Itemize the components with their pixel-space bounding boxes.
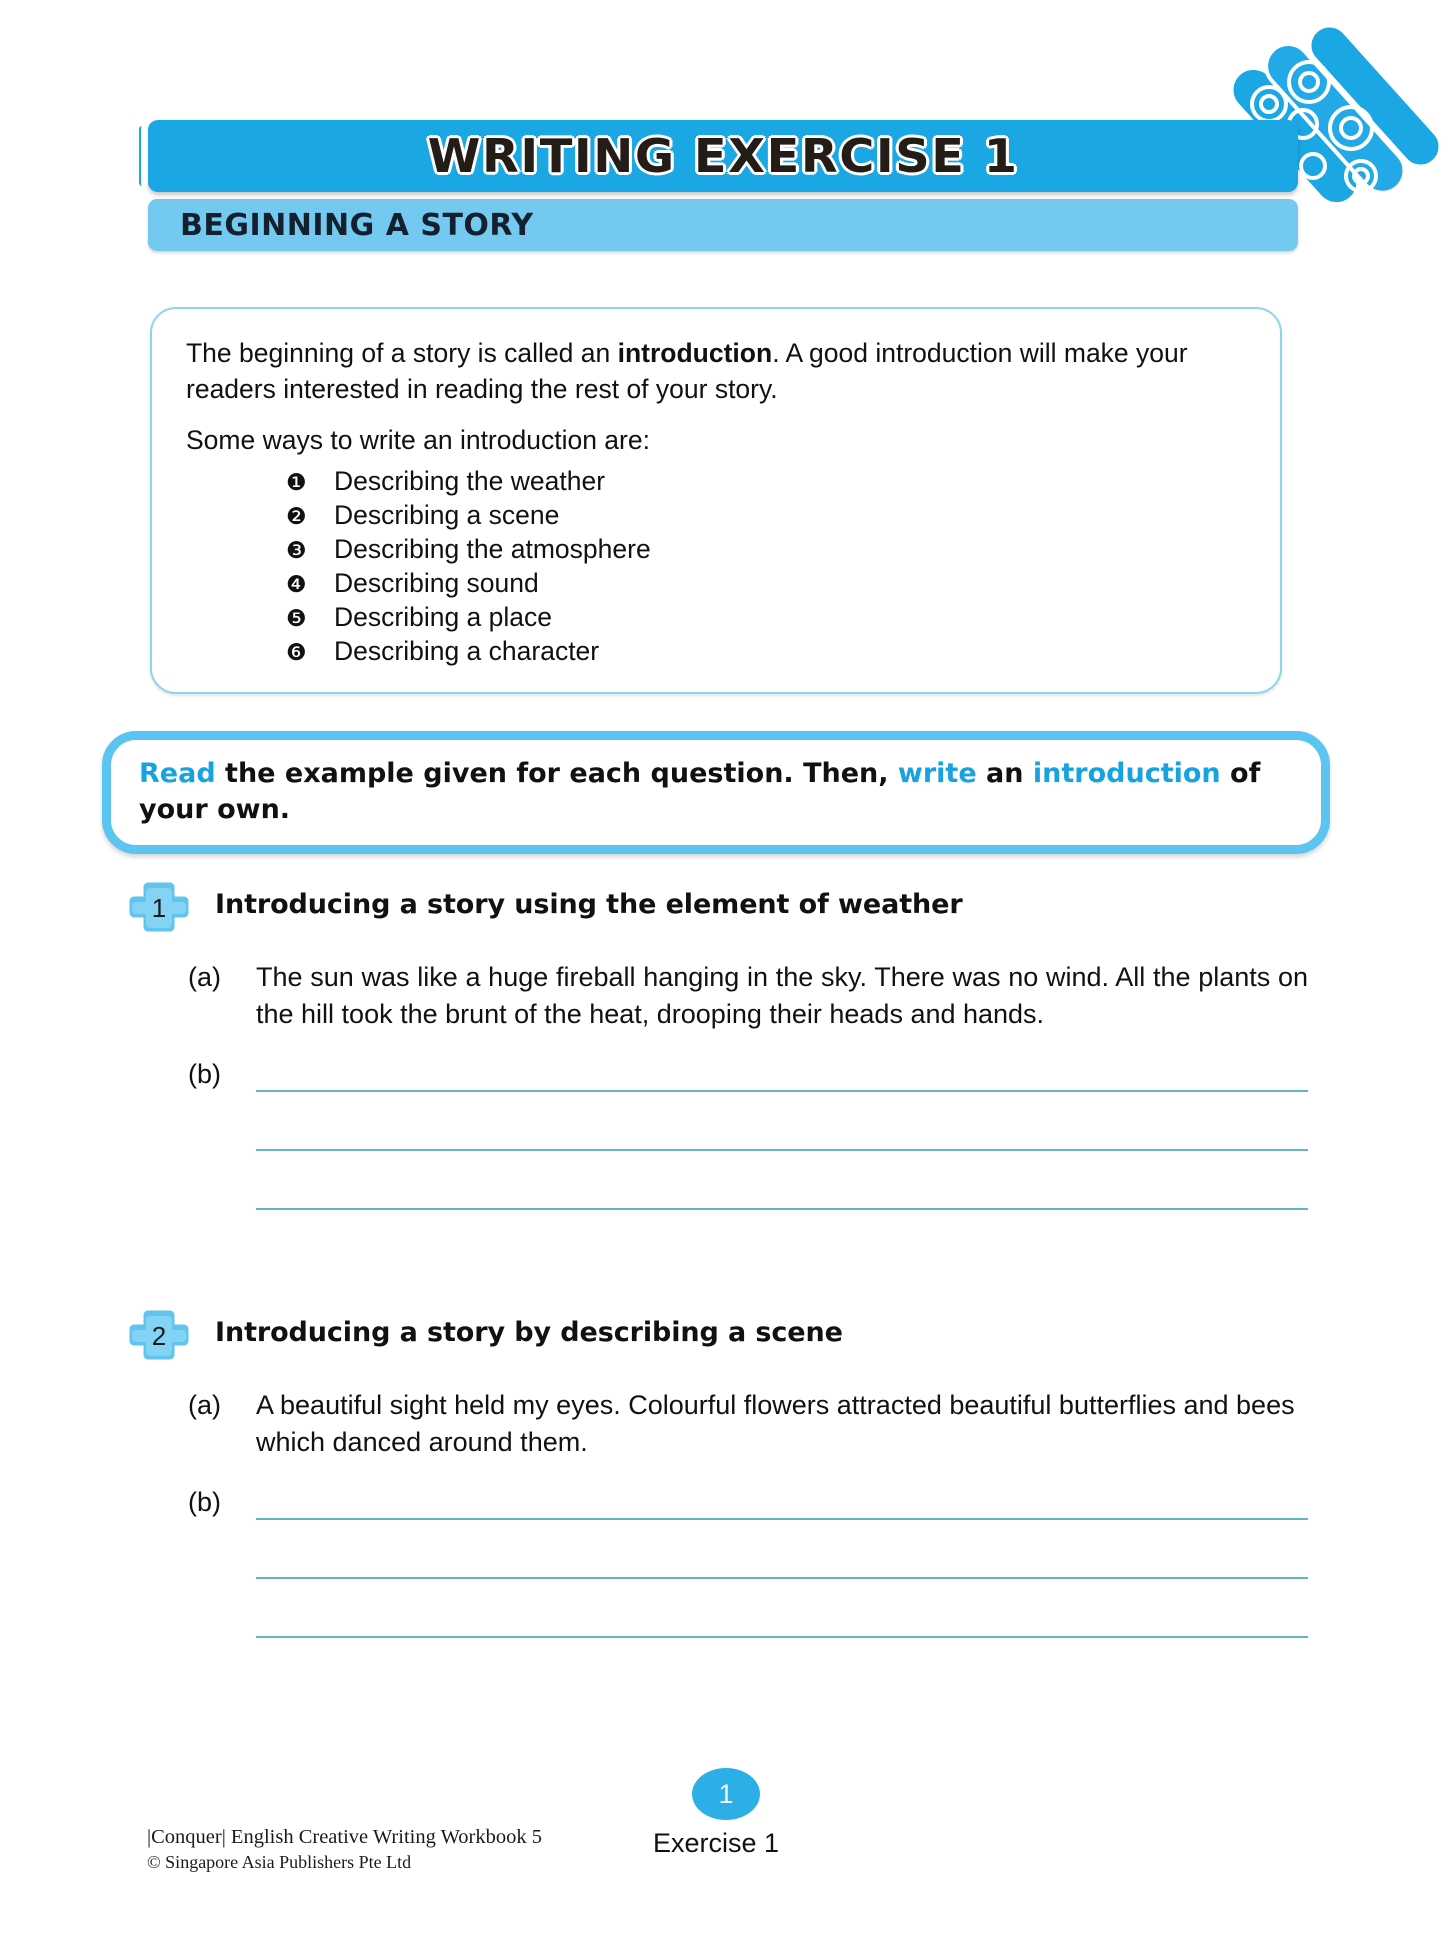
page-subtitle: BEGINNING A STORY [180, 207, 534, 243]
list-item [286, 534, 1246, 565]
instruction-seg-6: of your own. [139, 758, 1261, 825]
list-label-6: Describing a character [334, 635, 600, 666]
question-1-title: Introducing a story using the element of weather [215, 889, 963, 920]
instruction-introduction-keyword: introduction [1032, 758, 1221, 789]
question-1-part-b [128, 1056, 1308, 1210]
list-marker-6: ❻ [286, 638, 307, 665]
question-2-part-a-label: (a) [188, 1390, 221, 1420]
list-item [286, 568, 1246, 599]
instruction-seg-2: the example given for each question. Then, [215, 758, 898, 789]
intro-paragraph-1 [186, 335, 1246, 408]
page-number: 1 [718, 1778, 734, 1809]
list-label-1: Describing the weather [334, 465, 606, 496]
question-1 [128, 885, 1308, 1210]
page-title: WRITING EXERCISE 1 [427, 129, 1019, 183]
question-2-part-b [128, 1484, 1308, 1638]
instruction-read-keyword: Read [139, 758, 216, 789]
list-label-3: Describing the atmosphere [334, 533, 651, 564]
question-2-title: Introducing a story by describing a scene [215, 1317, 843, 1348]
question-1-number: 1 [151, 893, 167, 923]
list-item [286, 602, 1246, 633]
intro-bold-term: introduction [617, 338, 773, 368]
question-2-part-a-text: A beautiful sight held my eyes. Colourful flowers attracted beautiful butterflies and bees which danced around them. [256, 1390, 1295, 1458]
question-1-part-a-text: The sun was like a huge fireball hanging in the sky. There was no wind. All the plants on the hill took the brunt of the heat, drooping their heads and hands. [256, 962, 1308, 1030]
question-2-answer-area[interactable] [256, 1484, 1308, 1638]
list-item [286, 466, 1246, 497]
list-label-4: Describing sound [334, 567, 539, 598]
title-bar [148, 120, 1298, 192]
footer-credit [147, 1825, 542, 1873]
answer-line[interactable] [256, 1092, 1308, 1151]
subtitle-bar [148, 199, 1298, 251]
list-marker-5: ❺ [286, 604, 307, 631]
list-marker-2: ❷ [286, 502, 307, 529]
question-2-header [128, 1313, 1308, 1365]
question-2-part-b-label: (b) [188, 1486, 221, 1517]
cross-badge-icon [128, 877, 190, 937]
answer-line[interactable] [256, 1520, 1308, 1579]
question-1-part-a [128, 959, 1308, 1034]
page-footer [0, 1778, 1445, 1900]
page-number-badge [692, 1768, 760, 1820]
answer-line[interactable] [256, 1062, 1308, 1092]
question-2-part-a [128, 1387, 1308, 1462]
footer-exercise-label: Exercise 1 [653, 1828, 780, 1858]
footer-credit-line-2: © Singapore Asia Publishers Pte Ltd [147, 1851, 412, 1872]
intro-text-part2: . A good introduction will make your readers interested in reading the rest of your story. [186, 338, 1188, 405]
intro-paragraph-2: Some ways to write an introduction are: [186, 424, 650, 455]
answer-line[interactable] [256, 1579, 1308, 1638]
instruction-banner [102, 731, 1330, 854]
list-item [286, 500, 1246, 531]
instruction-text [139, 756, 1293, 827]
question-2 [128, 1313, 1308, 1638]
page-header [148, 120, 1298, 251]
list-label-2: Describing a scene [334, 499, 560, 530]
intro-text-part1: The beginning of a story is called an [186, 338, 618, 368]
answer-line[interactable] [256, 1151, 1308, 1210]
instruction-write-keyword: write [897, 758, 977, 789]
list-label-5: Describing a place [334, 601, 553, 632]
introduction-box [150, 307, 1282, 694]
intro-ways-list [186, 466, 1246, 667]
list-marker-1: ❶ [286, 468, 307, 495]
question-1-part-b-label: (b) [188, 1058, 221, 1089]
question-2-number: 2 [151, 1321, 167, 1351]
instruction-seg-4: an [976, 758, 1033, 789]
list-item [286, 636, 1246, 667]
question-1-part-a-label: (a) [188, 962, 221, 992]
answer-line[interactable] [256, 1490, 1308, 1520]
question-1-header [128, 885, 1308, 937]
question-1-answer-area[interactable] [256, 1056, 1308, 1210]
list-marker-3: ❸ [286, 536, 307, 563]
cross-badge-icon [128, 1305, 190, 1365]
footer-credit-line-1: |Conquer| English Creative Writing Workbook 5 [147, 1826, 542, 1848]
list-marker-4: ❹ [286, 570, 307, 597]
